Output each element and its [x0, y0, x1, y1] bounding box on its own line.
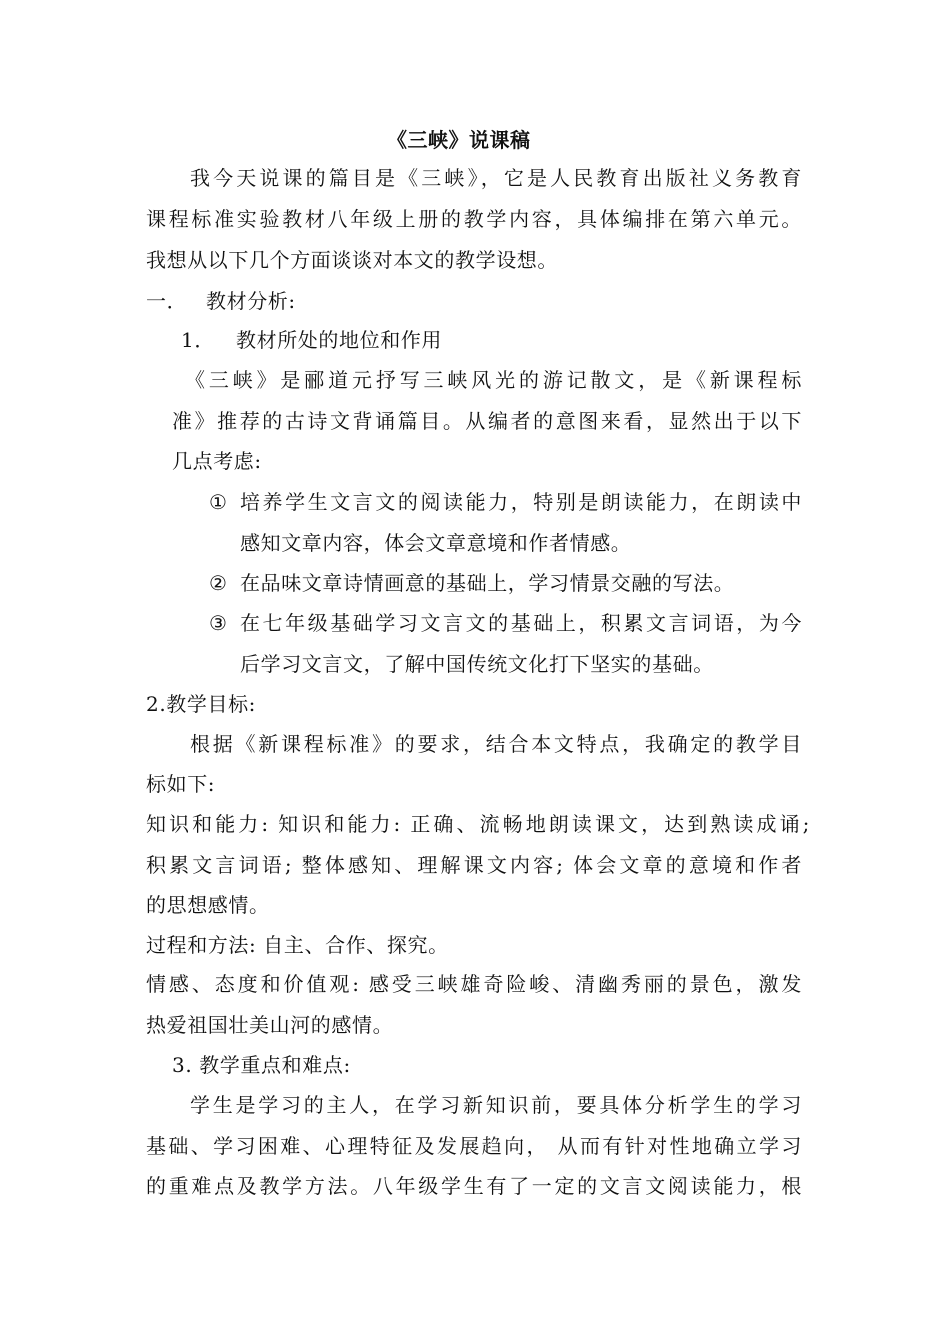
knowledge-line-2: 积累文言词语; 整体感知、理解课文内容; 体会文章的意境和作者	[146, 853, 802, 877]
point-1-marker: ①	[209, 490, 228, 514]
section3-para-line-1: 学生是学习的主人，在学习新知识前，要具体分析学生的学习	[190, 1093, 802, 1117]
intro-line-1: 我今天说课的篇目是《三峡》，它是人民教育出版社义务教育	[190, 166, 802, 190]
section3-heading: 3. 教学重点和难点:	[172, 1053, 351, 1077]
process-line: 过程和方法: 自主、合作、探究。	[146, 933, 449, 957]
emotion-line-1: 情感、态度和价值观: 感受三峡雄奇险峻、清幽秀丽的景色，激发	[146, 972, 802, 996]
section2-heading: 2.教学目标:	[146, 692, 257, 716]
knowledge-line-1: 知识和能力: 知识和能力: 正确、流畅地朗读课文，达到熟读成诵;	[146, 812, 810, 836]
sub1-para-line-3: 几点考虑:	[172, 449, 262, 473]
section2-para-line-1: 根据《新课程标准》的要求，结合本文特点，我确定的教学目	[190, 732, 802, 756]
section1-heading: 教材分析:	[206, 289, 296, 313]
section3-para-line-2: 基础、学习困难、心理特征及发展趋向， 从而有针对性地确立学习	[146, 1134, 802, 1158]
emotion-line-2: 热爱祖国壮美山河的感情。	[146, 1013, 394, 1037]
sub1-para-line-1: 《三峡》是郦道元抒写三峡风光的游记散文，是《新课程标	[185, 368, 802, 392]
intro-line-2: 课程标准实验教材八年级上册的教学内容，具体编排在第六单元。	[146, 207, 802, 231]
sub1-heading: 教材所处的地位和作用	[236, 328, 442, 352]
sub1-number: 1．	[181, 328, 215, 352]
point-3-marker: ③	[209, 611, 228, 635]
intro-line-3: 我想从以下几个方面谈谈对本文的教学设想。	[146, 248, 558, 272]
sub1-para-line-2: 准》推荐的古诗文背诵篇目。从编者的意图来看，显然出于以下	[172, 409, 802, 433]
knowledge-line-3: 的思想感情。	[146, 893, 270, 917]
point-1-line-1: 培养学生文言文的阅读能力，特别是朗读能力，在朗读中	[240, 490, 802, 514]
point-2-line-1: 在品味文章诗情画意的基础上，学习情景交融的写法。	[240, 571, 735, 595]
section3-para-line-3: 的重难点及教学方法。八年级学生有了一定的文言文阅读能力，根	[146, 1174, 802, 1198]
point-3-line-2: 后学习文言文，了解中国传统文化打下坚实的基础。	[240, 652, 714, 676]
point-3-line-1: 在七年级基础学习文言文的基础上，积累文言词语，为今	[240, 611, 802, 635]
section2-para-line-2: 标如下:	[146, 772, 216, 796]
point-1-line-2: 感知文章内容，体会文章意境和作者情感。	[240, 531, 632, 555]
section1-heading-number: 一．	[146, 289, 188, 313]
point-2-marker: ②	[209, 571, 228, 595]
document-title: 《三峡》说课稿	[387, 128, 531, 152]
